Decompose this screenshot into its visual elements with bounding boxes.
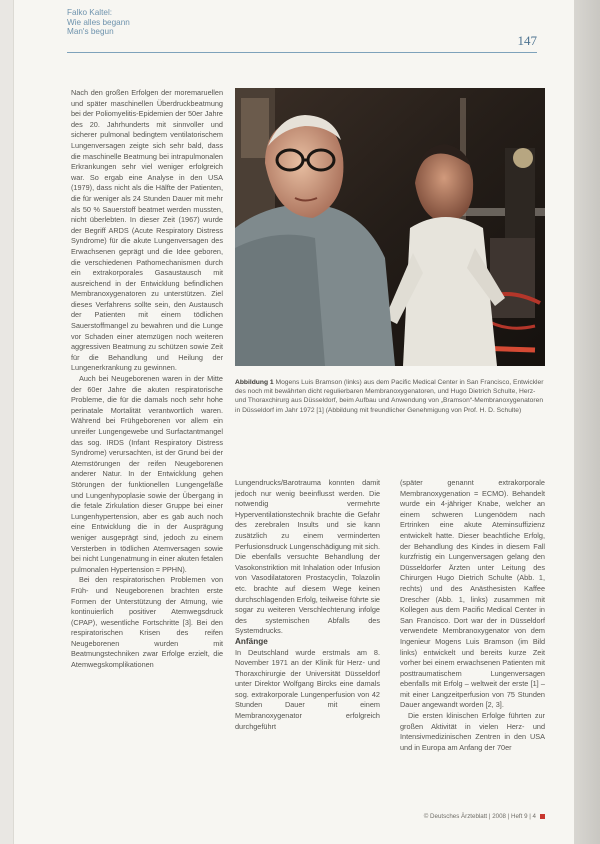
header-line: Wie alles begann <box>67 17 130 27</box>
paragraph: Die ersten klinischen Erfolge führten zur großen Aktivität in vielen Herz- und Intensivmedizinischen Zentren in den USA und in Europa am Anfang der 70er <box>400 711 545 752</box>
paragraph: Lungendrucks/Barotrauma konnten damit jedoch nur wenig beeinflusst werden. Die notwendig vermehrte Hyperventilationstechnik brachte die Gefahr des zerebralen Insults und sie kann zusätzlich zu einem verminderten Perfusionsdruck Lungenschädigung mit sich. Die ebenfalls versuchte Behandlung der Vasokonstriktion mit Inhalation oder Infusion von Vasodilatatoren Prostacyclin, Tolazolin etc. brachte auf diesem Wege keinen durchschlagenden Erfolg, teilweise führte sie sogar zu weiteren Verschlechterung infolge des systemischen Abfalls des Systemdrucks. <box>235 478 380 636</box>
paragraph: Nach den großen Erfolgen der moremaruellen und später maschinellen Überdruckbeatmung bei der Poliomyelitis-Epidemien der 50er Jahre des 20. Jahrhunderts mit sinnvoller und sicherer pulmonal bedingtem ventilatorischem Lungenversagen zeigte sich sehr bald, dass die maschinelle Beatmung bei intrapulmonalen Erkrankungen sehr viel weniger erfolgreich war. So ergab eine Analyse in den USA (1979), dass nicht als die Hälfte der Patienten, die für weniger als 24 Stunden Dauer mit mehr als 50 % Sauerstoff beatmet werden mussten, nicht überlebten. In dieser Zeit (1967) wurde der Begriff ARDS (Acute Respiratory Distress Syndrome) für die akute Lungenversagen des Erwachsenen geprägt und die Idee geboren, die verschiedenen Pathomechanismen durch ein extrakorporales Gasaustausch mit ausreichend in der Entwicklung befindlichen Membranoxygenatoren zu unterstützen. Ziel dieses Verfahrens sollte sein, den Austausch der Patienten mit einem tödlichen Sauerstoffmangel zu bewahren und die Lunge vor Schaden einer atemzügen noch weiteren aggressiven Beatmung zu schützen sowie Zeit für die Behandlung und Heilung der Lungenerkrankung zu gewinnen. <box>71 88 223 373</box>
footer-text: © Deutsches Ärzteblatt | 2008 | Heft 9 | 4 <box>423 813 536 820</box>
header-lines <box>67 8 537 37</box>
paragraph: Auch bei Neugeborenen waren in der Mitte der 60er Jahre die akuten respiratorische Probleme, die für die damals noch sehr hohe perinatale Mortalität verantwortlich waren. Während bei Frühgeborenen vor allem ein unreifer Lungengewebe und Surfactantmangel das sog. IRDS (Infant Respiratory Distress Syndrome) verursachten, ist der Grund bei der Atemstörungen der reifen Neugeborenen anderer Natur. In der Entwicklung gehen Störungen der funktionellen Lungengefäße und Lungenhypoplasie sowie der Übergang in die fetale Zirkulation dieser Gruppe bei einer Lungenhypertension, aber es gab auch noch eine Entwicklung die in der Ausprägung weniger ausgeprägt sind, jedoch zu einem Versterben in tödlichen Atemversagen sowie bei nicht Lungenatmung in einer akuten fetalen pulmonalen Hypertension = PPHN). <box>71 374 223 574</box>
paper-page <box>14 0 574 844</box>
photo-image <box>235 88 545 366</box>
footer-square-icon <box>540 814 545 819</box>
header-rule <box>67 52 537 53</box>
page-number: 147 <box>517 33 537 48</box>
paragraph: (später genannt extrakorporale Membranoxygenation = ECMO). Behandelt wurde ein 4-jähriger Knabe, welcher an einem schweren Lungenödem nach Ertrinken eine akute Ateminsuffizienz entwickelt hatte. Dieser beachtliche Erfolg, der Behandlung des Kindes in diesem Fall kurzfristig ein Lungenversagen gelang den Düsseldorfer Ärzten unter Leitung des Chirurgen Hugo Dietrich Schulte (Abb. 1, rechts) und des Anästhesisten Kaffee Drescher (Abb. 1, links) zusammen mit Kollegen aus dem Pacific Medical Center in San Francisco. Dort war der in Düsseldorf verwendete Membranoxygenator von dem Ingenieur Mogens Luis Bramson (im Bild links) entwickelt und bereits kurze Zeit vorher bei einem erwachsenen Patienten mit posttraumatischem Lungenversagen ebenfalls mit Erfolg – weltweit der erste [1] – mit einer Langzeitperfusion von 75 Stunden Dauer angewandt worden [2, 3]. <box>400 478 545 710</box>
running-header <box>67 8 537 54</box>
caption-label: Abbildung 1 <box>235 379 274 386</box>
historical-photo <box>235 88 545 366</box>
paragraph: Bei den respiratorischen Problemen von Früh- und Neugeborenen brachten erste Formen der Unterstützung der Atmung, wie kontinuierlich positiver Atemwegsdruck (CPAP), wesentliche Fortschritte [3]. Bei den respiratorischen Krisen des reifen Neugeborenen wurden mit Beatmungstechniken zwar Erfolge erzielt, die Atemwegskomplikationen <box>71 575 223 670</box>
text-column-1 <box>71 88 223 836</box>
page-footer <box>392 813 545 820</box>
caption-text: Mogens Luis Bramson (links) aus dem Pacific Medical Center in San Francisco, Entwickler des noch mit bewährten dicht regulierbaren Membranoxygenatoren, und Hugo Dietrich Schulte, Herz- und Thoraxchirurg aus Düsseldorf, beim Aufbau und Anwendung von „Bramson“-Membranoxygenatoren in Düsseldorf im Jahr 1972 [1] (Abbildung mit freundlicher Genehmigung von Prof. H. D. Schulte) <box>235 379 544 414</box>
section-heading: Anfänge <box>235 636 268 646</box>
header-line: Man's begun <box>67 27 114 37</box>
text-column-2 <box>235 478 380 836</box>
header-line: Falko Kaltel: <box>67 8 113 17</box>
text-column-3 <box>400 478 545 836</box>
figure-caption <box>235 378 545 415</box>
paragraph: In Deutschland wurde erstmals am 8. November 1971 an der Klinik für Herz- und Thoraxchirurgie der Universität Düsseldorf unter Direktor Wolfgang Bircks eine damals sog. extrakorporale Lungenperfusion von 42 Stunden Dauer mit einem Membranoxygenator erfolgreich durchgeführt <box>235 647 380 731</box>
page-edge <box>574 0 600 844</box>
